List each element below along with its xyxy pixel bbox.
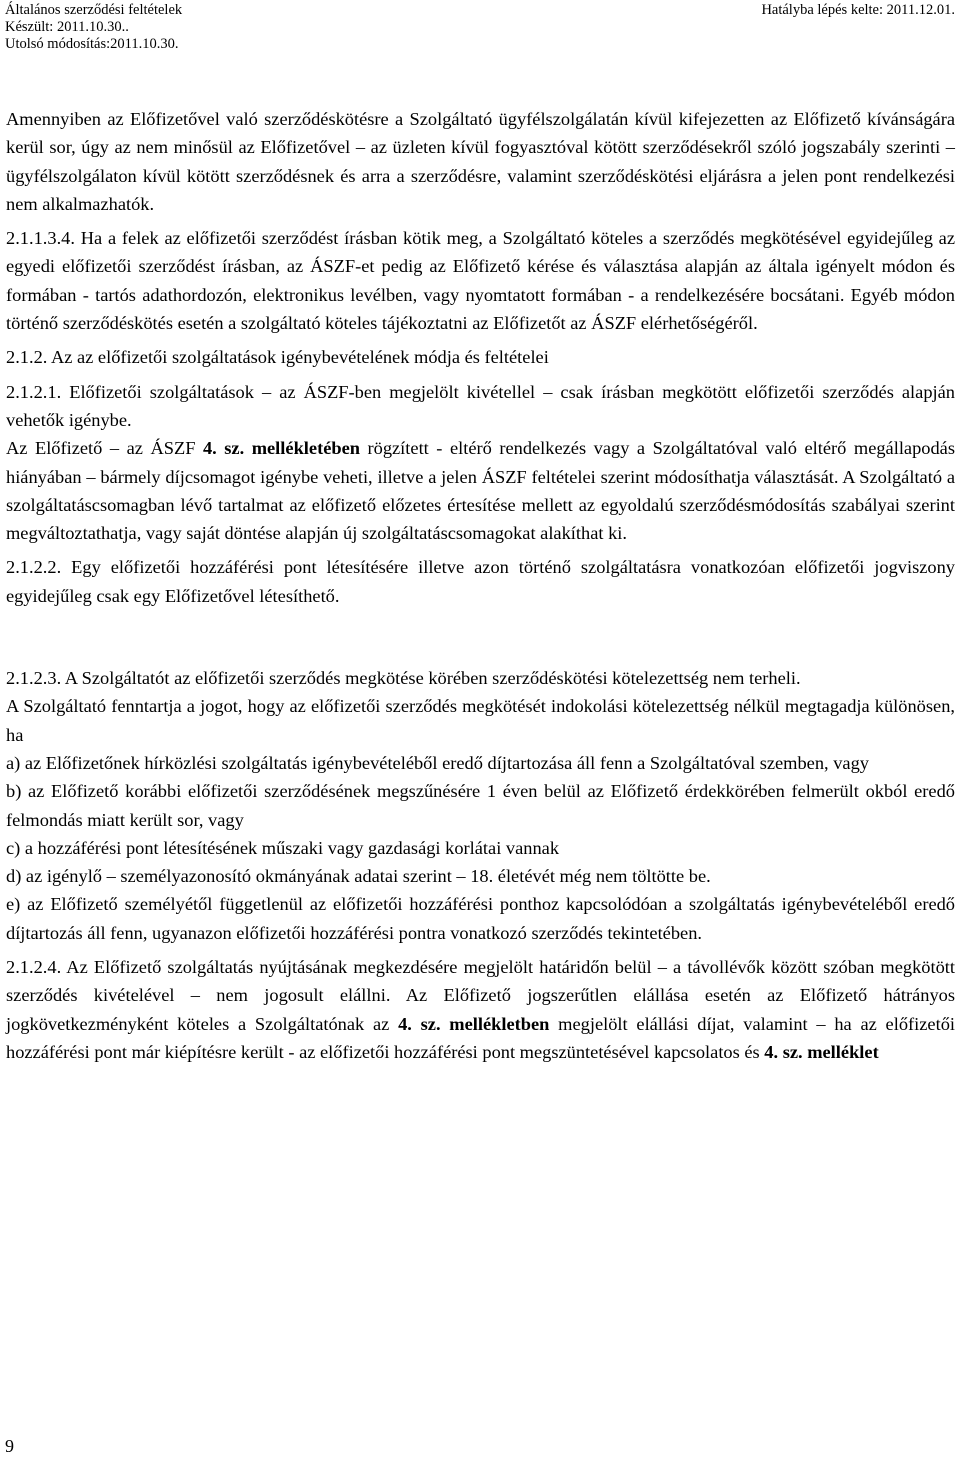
page-header (5, 2, 955, 53)
paragraph: 2.1.2.2. Egy előfizetői hozzáférési pont létesítésére illetve azon történő szolgáltatásra vonatkozóan előfizetői jogviszony egyidejűleg csak egy Előfizetővel létesíthető. (6, 557, 955, 606)
list-item: e) az Előfizető személyétől függetlenül az előfizetői hozzáférési ponthoz kapcsolódóan a szolgáltatás igénybevételéből eredő díjtartozás áll fenn, ugyanazon előfizetői hozzáférési pontra vonatkozó szerződés tekintetében. (6, 894, 955, 943)
paragraph: 2.1.2.1. Előfizetői szolgáltatások – az ÁSZF-ben megjelölt kivétellel – csak írásban megkötött előfizetői szerződés alapján vehetők igénybe. (6, 381, 955, 430)
paragraph: Amennyiben az Előfizetővel való szerződéskötésre a Szolgáltató ügyfélszolgálatán kívül kifejezetten az Előfizető kívánságára kerül sor, úgy az nem minősül az Előfizetővel – az üzleten kívül fogyasztóval kötött szerződésekről szóló jogszabály szerinti – ügyfélszolgálaton kívül kötött szerződésnek és arra a szerződésre, valamint szerződéskötési eljárásra a jelen pont rendelkezési nem alkalmazhatók. (6, 109, 955, 214)
paragraph: Az Előfizető – az ÁSZF 4. sz. mellékletében rögzített - eltérő rendelkezés vagy a Szolgáltatóval való eltérő megállapodás hiányában – bármely díjcsomagot igénybe veheti, illetve a jelen ÁSZF feltételei szerint módosíthatja választását. A Szolgáltató a szolgáltatáscsomagban lévő tartalmat az előfizető előzetes értesítése mellett az egyoldalú szerződésmódosítás szabályai szerint megváltoztathatja, vagy saját döntése alapján új szolgáltatáscsomagokat alakíthat ki. (6, 438, 956, 544)
paragraph: 2.1.1.3.4. Ha a felek az előfizetői szerződést írásban kötik meg, a Szolgáltató köteles a szerződés megkötésével egyidejűleg az egyedi előfizetői szerződést írásban, az ÁSZF-et pedig az Előfizető kérése és választása alapján az általa igényelt módon és formában - tartós adathordozón, elektronikus levélben, vagy nyomtatott formában - a rendelkezésére bocsátani. Egyéb módon történő szerződéskötés esetén a szolgáltató köteles tájékoztatni az Előfizetőt az ÁSZF elérhetőségéről. (6, 228, 955, 334)
modified-date: Utolsó módosítás:2011.10.30. (5, 36, 179, 52)
paragraph: 2.1.2.4. Az Előfizető szolgáltatás nyújtásának megkezdésére megjelölt határidőn belül – a távollévők között szóban megkötött szerződés kivételével – nem jogosult elállni. Az Előfizető jogszerűtlen elállása esetén az Előfizető hátrányos jogkövetkezményként köteles a Szolgáltatónak az 4. sz. mellékletben megjelölt elállási díjat, valamint – ha az előfizetői hozzáférési pont már kiépítésre került - az előfizetői hozzáférési pont megszüntetésével kapcsolatos és 4. sz. melléklet (6, 957, 955, 1062)
bold-reference: 4. sz. mellékletben (398, 1013, 550, 1034)
bold-reference: 4. sz. melléklet (764, 1041, 879, 1062)
list-item: c) a hozzáférési pont létesítésének műszaki vagy gazdasági korlátai vannak (6, 837, 560, 858)
page-number: 9 (5, 1436, 14, 1456)
document-title: Általános szerződési feltételek (5, 2, 183, 18)
paragraph: A Szolgáltató fenntartja a jogot, hogy az előfizetői szerződés megkötését indokolási kötelezettség nélkül megtagadja különösen, ha (6, 696, 955, 745)
effective-date: Hatályba lépés kelte: 2011.12.01. (761, 2, 955, 18)
created-date: Készült: 2011.10.30.. (5, 19, 129, 35)
list-item: b) az Előfizető korábbi előfizetői szerződésének megszűnésére 1 éven belül az Előfizető érdekkörében felmerült okból eredő felmondás miatt került sor, vagy (6, 781, 955, 830)
section-heading: 2.1.2. Az az előfizetői szolgáltatások igénybevételének módja és feltételei (6, 347, 549, 368)
list-item: d) az igénylő – személyazonosító okmányának adatai szerint – 18. életévét még nem töltötte be. (6, 866, 711, 887)
bold-reference: 4. sz. mellékletében (202, 438, 360, 459)
paragraph: 2.1.2.3. A Szolgáltatót az előfizetői szerződés megkötése körében szerződéskötési kötelezettség nem terheli. (6, 668, 801, 689)
list-item: a) az Előfizetőnek hírközlési szolgáltatás igénybevételéből eredő díjtartozása áll fenn a Szolgáltatóval szemben, vagy (6, 752, 869, 773)
document-body (6, 105, 955, 1066)
